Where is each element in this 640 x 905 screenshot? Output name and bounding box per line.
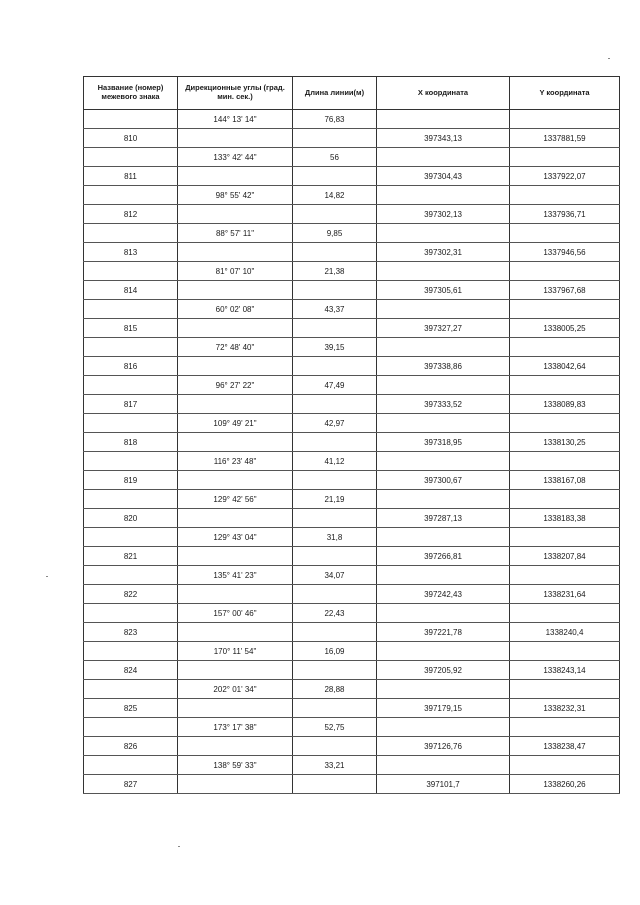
point-name-cell: 822	[84, 585, 178, 604]
y-coordinate-cell: 1338231,64	[510, 585, 620, 604]
y-coordinate-cell	[510, 110, 620, 129]
point-name-cell: 813	[84, 243, 178, 262]
header-y-coordinate: Y координата	[510, 77, 620, 110]
direction-angle-cell: 129° 43' 04"	[178, 528, 293, 547]
line-length-cell: 31,8	[293, 528, 377, 547]
x-coordinate-cell	[377, 186, 510, 205]
direction-angle-cell	[178, 623, 293, 642]
line-segment-row	[84, 110, 620, 129]
line-length-cell	[293, 281, 377, 300]
x-coordinate-cell: 397179,15	[377, 699, 510, 718]
x-coordinate-cell	[377, 566, 510, 585]
x-coordinate-cell: 397266,81	[377, 547, 510, 566]
point-name-cell: 824	[84, 661, 178, 680]
boundary-point-row	[84, 357, 620, 376]
y-coordinate-cell: 1337967,68	[510, 281, 620, 300]
y-coordinate-cell	[510, 300, 620, 319]
x-coordinate-cell: 397318,95	[377, 433, 510, 452]
direction-angle-cell	[178, 471, 293, 490]
point-name-cell	[84, 110, 178, 129]
direction-angle-cell	[178, 433, 293, 452]
line-length-cell: 47,49	[293, 376, 377, 395]
y-coordinate-cell: 1338183,38	[510, 509, 620, 528]
line-length-cell	[293, 205, 377, 224]
line-length-cell	[293, 623, 377, 642]
direction-angle-cell: 144° 13' 14"	[178, 110, 293, 129]
boundary-point-row	[84, 243, 620, 262]
boundary-point-row	[84, 281, 620, 300]
line-length-cell	[293, 699, 377, 718]
x-coordinate-cell: 397305,61	[377, 281, 510, 300]
direction-angle-cell: 202° 01' 34"	[178, 680, 293, 699]
y-coordinate-cell: 1337946,56	[510, 243, 620, 262]
x-coordinate-cell: 397242,43	[377, 585, 510, 604]
direction-angle-cell: 72° 48' 40"	[178, 338, 293, 357]
x-coordinate-cell: 397287,13	[377, 509, 510, 528]
x-coordinate-cell	[377, 528, 510, 547]
x-coordinate-cell: 397300,67	[377, 471, 510, 490]
direction-angle-cell: 133° 42' 44"	[178, 148, 293, 167]
x-coordinate-cell	[377, 376, 510, 395]
line-length-cell	[293, 433, 377, 452]
x-coordinate-cell	[377, 642, 510, 661]
y-coordinate-cell	[510, 224, 620, 243]
point-name-cell: 823	[84, 623, 178, 642]
direction-angle-cell	[178, 243, 293, 262]
y-coordinate-cell	[510, 186, 620, 205]
y-coordinate-cell: 1338130,25	[510, 433, 620, 452]
point-name-cell: 818	[84, 433, 178, 452]
line-length-cell	[293, 471, 377, 490]
x-coordinate-cell: 397327,27	[377, 319, 510, 338]
direction-angle-cell: 135° 41' 23"	[178, 566, 293, 585]
y-coordinate-cell: 1338167,08	[510, 471, 620, 490]
point-name-cell	[84, 186, 178, 205]
boundary-point-row	[84, 661, 620, 680]
direction-angle-cell	[178, 167, 293, 186]
x-coordinate-cell: 397221,78	[377, 623, 510, 642]
y-coordinate-cell: 1338005,25	[510, 319, 620, 338]
point-name-cell	[84, 604, 178, 623]
line-length-cell: 43,37	[293, 300, 377, 319]
y-coordinate-cell	[510, 604, 620, 623]
boundary-point-row	[84, 319, 620, 338]
point-name-cell: 815	[84, 319, 178, 338]
point-name-cell: 810	[84, 129, 178, 148]
line-segment-row	[84, 300, 620, 319]
x-coordinate-cell: 397302,31	[377, 243, 510, 262]
line-length-cell: 28,88	[293, 680, 377, 699]
line-length-cell: 34,07	[293, 566, 377, 585]
direction-angle-cell	[178, 737, 293, 756]
table-header	[84, 77, 620, 110]
direction-angle-cell: 138° 59' 33"	[178, 756, 293, 775]
point-name-cell	[84, 680, 178, 699]
point-name-cell: 821	[84, 547, 178, 566]
point-name-cell: 825	[84, 699, 178, 718]
y-coordinate-cell	[510, 262, 620, 281]
line-length-cell: 33,21	[293, 756, 377, 775]
line-length-cell	[293, 737, 377, 756]
direction-angle-cell	[178, 509, 293, 528]
direction-angle-cell	[178, 129, 293, 148]
line-segment-row	[84, 376, 620, 395]
point-name-cell: 817	[84, 395, 178, 414]
y-coordinate-cell: 1338207,84	[510, 547, 620, 566]
direction-angle-cell: 170° 11' 54"	[178, 642, 293, 661]
line-length-cell: 42,97	[293, 414, 377, 433]
point-name-cell	[84, 718, 178, 737]
line-length-cell: 9,85	[293, 224, 377, 243]
direction-angle-cell: 98° 55' 42"	[178, 186, 293, 205]
line-length-cell	[293, 585, 377, 604]
line-length-cell	[293, 243, 377, 262]
y-coordinate-cell: 1337922,07	[510, 167, 620, 186]
x-coordinate-cell: 397343,13	[377, 129, 510, 148]
x-coordinate-cell: 397126,76	[377, 737, 510, 756]
direction-angle-cell	[178, 395, 293, 414]
line-length-cell	[293, 167, 377, 186]
line-length-cell: 16,09	[293, 642, 377, 661]
y-coordinate-cell: 1338089,83	[510, 395, 620, 414]
line-length-cell	[293, 509, 377, 528]
x-coordinate-cell	[377, 414, 510, 433]
point-name-cell: 826	[84, 737, 178, 756]
point-name-cell	[84, 338, 178, 357]
point-name-cell: 814	[84, 281, 178, 300]
y-coordinate-cell: 1338042,64	[510, 357, 620, 376]
line-segment-row	[84, 224, 620, 243]
y-coordinate-cell	[510, 414, 620, 433]
line-segment-row	[84, 680, 620, 699]
line-segment-row	[84, 414, 620, 433]
boundary-point-row	[84, 471, 620, 490]
line-length-cell	[293, 395, 377, 414]
point-name-cell	[84, 300, 178, 319]
line-length-cell: 21,38	[293, 262, 377, 281]
direction-angle-cell: 81° 07' 10"	[178, 262, 293, 281]
x-coordinate-cell	[377, 718, 510, 737]
line-length-cell: 56	[293, 148, 377, 167]
y-coordinate-cell: 1338240,4	[510, 623, 620, 642]
y-coordinate-cell	[510, 566, 620, 585]
boundary-point-row	[84, 737, 620, 756]
x-coordinate-cell	[377, 490, 510, 509]
y-coordinate-cell: 1338243,14	[510, 661, 620, 680]
x-coordinate-cell: 397304,43	[377, 167, 510, 186]
point-name-cell	[84, 528, 178, 547]
y-coordinate-cell	[510, 528, 620, 547]
line-length-cell	[293, 357, 377, 376]
line-segment-row	[84, 262, 620, 281]
point-name-cell: 827	[84, 775, 178, 794]
line-length-cell: 22,43	[293, 604, 377, 623]
y-coordinate-cell	[510, 376, 620, 395]
header-point-name: Название (номер) межевого знака	[84, 77, 178, 110]
table-body	[84, 110, 620, 794]
scan-speck	[608, 58, 610, 59]
y-coordinate-cell	[510, 490, 620, 509]
line-segment-row	[84, 642, 620, 661]
x-coordinate-cell: 397338,86	[377, 357, 510, 376]
direction-angle-cell	[178, 699, 293, 718]
line-length-cell	[293, 129, 377, 148]
line-length-cell: 14,82	[293, 186, 377, 205]
x-coordinate-cell: 397101,7	[377, 775, 510, 794]
point-name-cell	[84, 376, 178, 395]
y-coordinate-cell	[510, 452, 620, 471]
x-coordinate-cell	[377, 300, 510, 319]
line-segment-row	[84, 718, 620, 737]
x-coordinate-cell	[377, 680, 510, 699]
line-segment-row	[84, 338, 620, 357]
x-coordinate-cell: 397333,52	[377, 395, 510, 414]
line-length-cell: 39,15	[293, 338, 377, 357]
header-direction-angle: Дирекционные углы (град. мин. сек.)	[178, 77, 293, 110]
direction-angle-cell: 157° 00' 46"	[178, 604, 293, 623]
x-coordinate-cell	[377, 262, 510, 281]
x-coordinate-cell: 397302,13	[377, 205, 510, 224]
direction-angle-cell: 60° 02' 08"	[178, 300, 293, 319]
line-length-cell	[293, 319, 377, 338]
boundary-point-row	[84, 395, 620, 414]
direction-angle-cell	[178, 661, 293, 680]
direction-angle-cell: 129° 42' 56"	[178, 490, 293, 509]
y-coordinate-cell	[510, 718, 620, 737]
point-name-cell	[84, 452, 178, 471]
point-name-cell	[84, 262, 178, 281]
point-name-cell: 819	[84, 471, 178, 490]
point-name-cell	[84, 414, 178, 433]
direction-angle-cell: 109° 49' 21"	[178, 414, 293, 433]
point-name-cell	[84, 756, 178, 775]
direction-angle-cell	[178, 585, 293, 604]
y-coordinate-cell	[510, 680, 620, 699]
boundary-point-row	[84, 623, 620, 642]
y-coordinate-cell	[510, 642, 620, 661]
point-name-cell: 811	[84, 167, 178, 186]
line-length-cell: 41,12	[293, 452, 377, 471]
line-segment-row	[84, 528, 620, 547]
boundary-point-row	[84, 509, 620, 528]
point-name-cell: 812	[84, 205, 178, 224]
point-name-cell	[84, 224, 178, 243]
y-coordinate-cell: 1337881,59	[510, 129, 620, 148]
direction-angle-cell: 96° 27' 22"	[178, 376, 293, 395]
header-line-length: Длина линии(м)	[293, 77, 377, 110]
point-name-cell	[84, 490, 178, 509]
direction-angle-cell	[178, 775, 293, 794]
line-length-cell	[293, 547, 377, 566]
x-coordinate-cell	[377, 110, 510, 129]
scan-speck	[46, 576, 48, 577]
x-coordinate-cell	[377, 756, 510, 775]
line-segment-row	[84, 452, 620, 471]
direction-angle-cell	[178, 357, 293, 376]
header-row	[84, 77, 620, 110]
y-coordinate-cell	[510, 148, 620, 167]
line-length-cell: 76,83	[293, 110, 377, 129]
point-name-cell: 820	[84, 509, 178, 528]
boundary-point-row	[84, 699, 620, 718]
header-x-coordinate: X координата	[377, 77, 510, 110]
boundary-point-row	[84, 585, 620, 604]
line-length-cell: 21,19	[293, 490, 377, 509]
line-segment-row	[84, 566, 620, 585]
direction-angle-cell	[178, 547, 293, 566]
direction-angle-cell	[178, 281, 293, 300]
direction-angle-cell	[178, 319, 293, 338]
line-segment-row	[84, 148, 620, 167]
direction-angle-cell: 173° 17' 38"	[178, 718, 293, 737]
direction-angle-cell: 116° 23' 48"	[178, 452, 293, 471]
boundary-coordinates-table	[83, 76, 620, 794]
x-coordinate-cell	[377, 148, 510, 167]
y-coordinate-cell: 1338260,26	[510, 775, 620, 794]
boundary-point-row	[84, 433, 620, 452]
line-length-cell	[293, 775, 377, 794]
x-coordinate-cell	[377, 452, 510, 471]
x-coordinate-cell	[377, 224, 510, 243]
point-name-cell	[84, 566, 178, 585]
line-segment-row	[84, 604, 620, 623]
boundary-point-row	[84, 167, 620, 186]
direction-angle-cell: 88° 57' 11"	[178, 224, 293, 243]
point-name-cell	[84, 642, 178, 661]
scan-speck	[178, 846, 180, 847]
line-segment-row	[84, 490, 620, 509]
y-coordinate-cell: 1337936,71	[510, 205, 620, 224]
line-length-cell: 52,75	[293, 718, 377, 737]
boundary-point-row	[84, 775, 620, 794]
direction-angle-cell	[178, 205, 293, 224]
y-coordinate-cell: 1338232,31	[510, 699, 620, 718]
boundary-point-row	[84, 205, 620, 224]
y-coordinate-cell: 1338238,47	[510, 737, 620, 756]
y-coordinate-cell	[510, 338, 620, 357]
line-length-cell	[293, 661, 377, 680]
point-name-cell: 816	[84, 357, 178, 376]
boundary-point-row	[84, 547, 620, 566]
y-coordinate-cell	[510, 756, 620, 775]
point-name-cell	[84, 148, 178, 167]
line-segment-row	[84, 756, 620, 775]
line-segment-row	[84, 186, 620, 205]
x-coordinate-cell: 397205,92	[377, 661, 510, 680]
boundary-point-row	[84, 129, 620, 148]
x-coordinate-cell	[377, 338, 510, 357]
x-coordinate-cell	[377, 604, 510, 623]
